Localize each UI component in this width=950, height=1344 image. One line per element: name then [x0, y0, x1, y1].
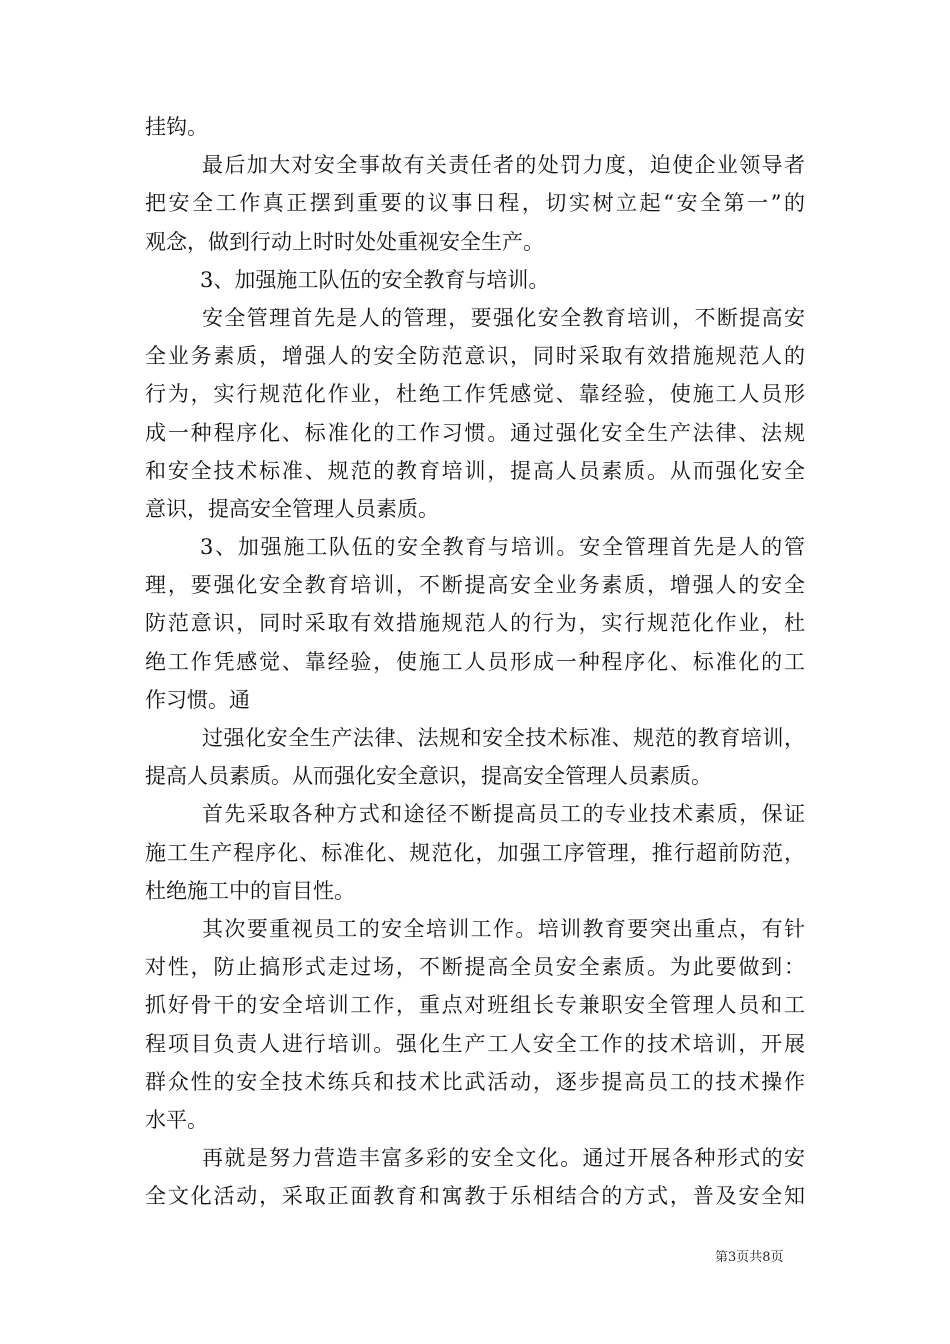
section-heading: 3、加强施工队伍的安全教育与培训。 — [200, 267, 550, 292]
body-line: 把安全工作真正摆到重要的议事日程，切实树立起“安全第一”的 — [145, 191, 805, 216]
body-line: 提高人员素质。从而强化安全意识，提高安全管理人员素质。 — [145, 764, 712, 789]
body-line: 抓好骨干的安全培训工作，重点对班组长专兼职安全管理人员和工 — [145, 993, 805, 1018]
paragraph-line: 3、加强施工队伍的安全教育与培训。安全管理首先是人的管 — [200, 535, 805, 560]
body-line: 全业务素质，增强人的安全防范意识，同时采取有效措施规范人的 — [145, 344, 805, 369]
document-body — [145, 108, 805, 1215]
body-line: 防范意识，同时采取有效措施规范人的行为，实行规范化作业，杜 — [145, 611, 805, 636]
body-line: 群众性的安全技术练兵和技术比武活动，逐步提高员工的技术操作 — [145, 1069, 805, 1094]
body-line: 成一种程序化、标准化的工作习惯。通过强化安全生产法律、法规 — [145, 420, 805, 445]
body-line: 作习惯。通 — [145, 687, 250, 712]
body-line: 杜绝施工中的盲目性。 — [145, 878, 355, 903]
paragraph-line: 过强化安全生产法律、法规和安全技术标准、规范的教育培训， — [202, 726, 805, 750]
body-line: 和安全技术标准、规范的教育培训，提高人员素质。从而强化安全 — [145, 458, 805, 483]
body-line: 意识，提高安全管理人员素质。 — [145, 496, 439, 521]
body-line: 挂钩。 — [145, 115, 208, 139]
body-line: 行为，实行规范化作业，杜绝工作凭感觉、靠经验，使施工人员形 — [145, 382, 805, 407]
body-line: 绝工作凭感觉、靠经验，使施工人员形成一种程序化、标准化的工 — [145, 649, 805, 674]
body-line: 理，要强化安全教育培训，不断提高安全业务素质，增强人的安全 — [145, 573, 805, 598]
body-line: 全文化活动，采取正面教育和寓教于乐相结合的方式，普及安全知 — [145, 1184, 805, 1209]
body-line: 施工生产程序化、标准化、规范化，加强工序管理，推行超前防范， — [145, 840, 805, 865]
page-number: 第3页共8页 — [715, 1250, 784, 1265]
body-line: 程项目负责人进行培训。强化生产工人安全工作的技术培训，开展 — [145, 1031, 805, 1056]
paragraph-line: 最后加大对安全事故有关责任者的处罚力度，迫使企业领导者 — [202, 153, 805, 178]
paragraph-line: 首先采取各种方式和途径不断提高员工的专业技术素质，保证 — [202, 802, 805, 827]
body-line: 观念，做到行动上时时处处重视安全生产。 — [145, 229, 544, 254]
body-line: 水平。 — [145, 1107, 208, 1132]
paragraph-line: 其次要重视员工的安全培训工作。培训教育要突出重点，有针 — [202, 916, 805, 941]
paragraph-line: 安全管理首先是人的管理，要强化安全教育培训，不断提高安 — [202, 305, 805, 330]
body-line: 对性，防止搞形式走过场，不断提高全员安全素质。为此要做到： — [145, 955, 805, 980]
paragraph-line: 再就是努力营造丰富多彩的安全文化。通过开展各种形式的安 — [202, 1146, 805, 1171]
